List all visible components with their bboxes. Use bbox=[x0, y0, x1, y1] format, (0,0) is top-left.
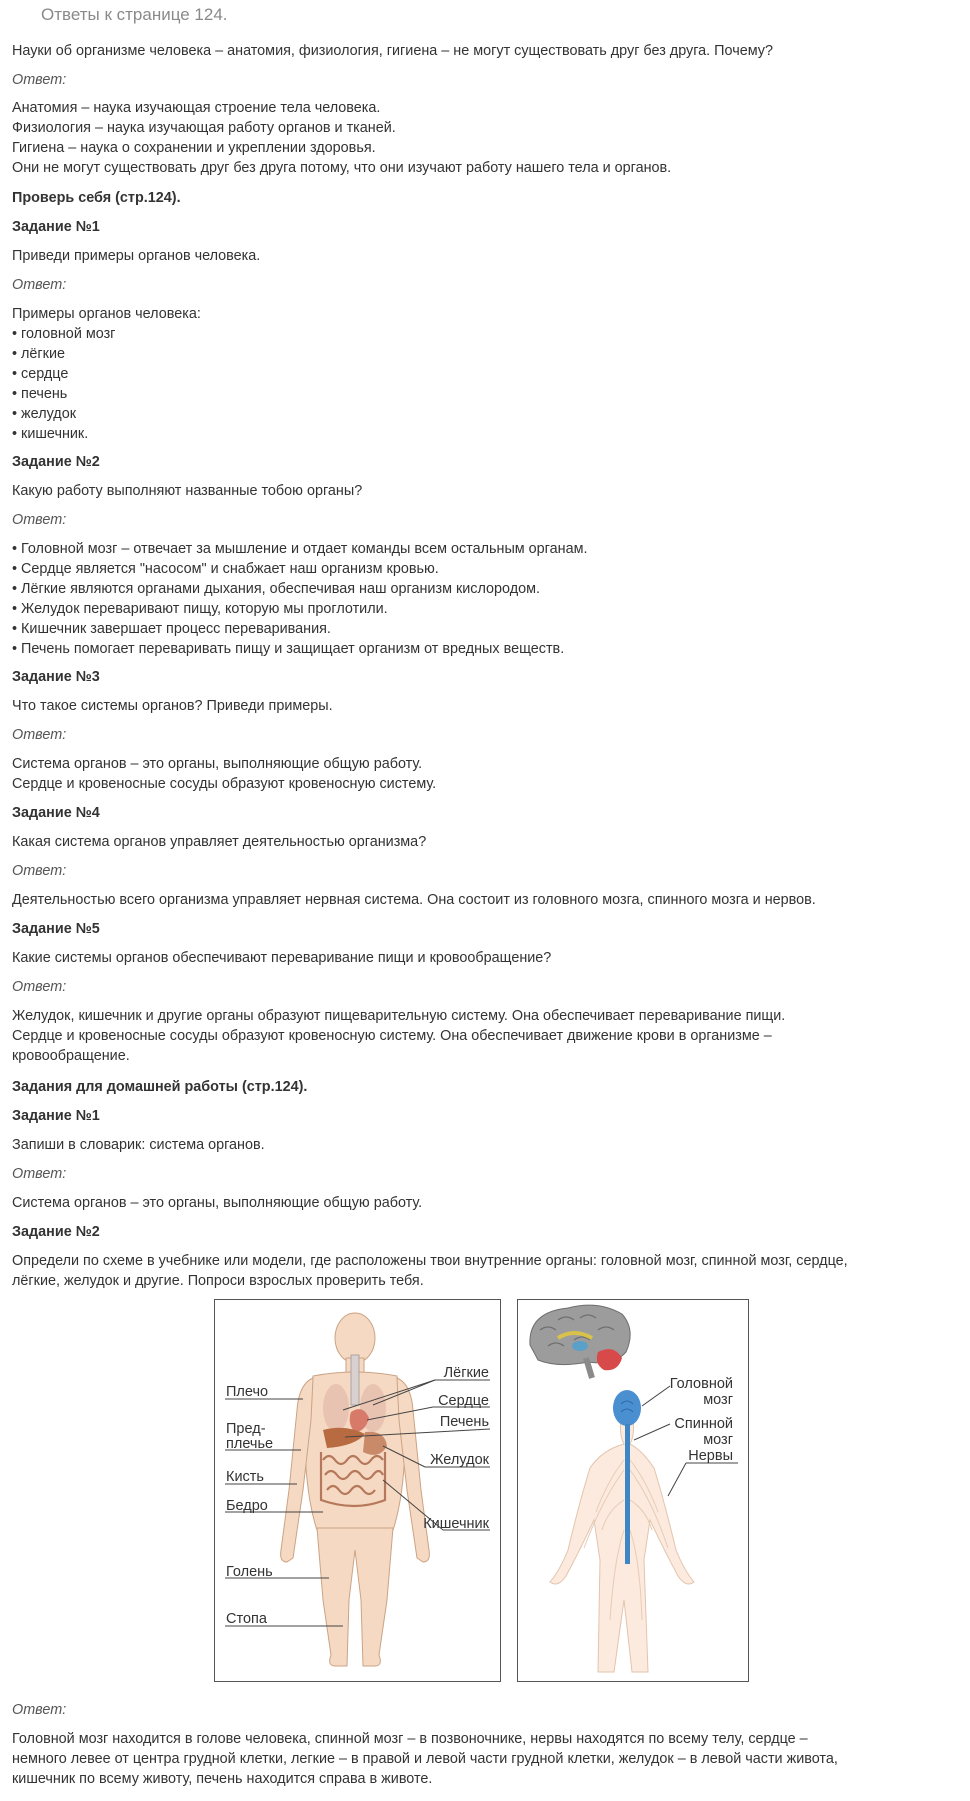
answer-line: Система органов – это органы, выполняющие общую работу. bbox=[12, 756, 423, 772]
answer-line: • лёгкие bbox=[12, 346, 66, 362]
answer-line: кровообращение. bbox=[12, 1048, 130, 1064]
task-heading: Задание №2 bbox=[12, 1224, 100, 1240]
answer-line: Деятельностью всего организма управляет нервная система. Она состоит из головного мозга, спинного мозга и нервов. bbox=[12, 892, 816, 908]
label-forearm-1: Пред- bbox=[226, 1421, 266, 1437]
answer-line: • головной мозг bbox=[12, 326, 116, 342]
task-question: Какие системы органов обеспечивают переваривание пищи и кровообращение? bbox=[12, 950, 552, 966]
label-heart: Сердце bbox=[438, 1393, 489, 1409]
task-answer-label: Ответ: bbox=[12, 727, 67, 743]
answer-line: • желудок bbox=[12, 406, 76, 422]
intro-answer-line: Они не могут существовать друг без друга потому, что они изучают работу нашего тела и органов. bbox=[12, 160, 672, 176]
answer-line: • печень bbox=[12, 386, 68, 402]
answer-line: • кишечник. bbox=[12, 426, 89, 442]
label-spinal-2: мозг bbox=[703, 1432, 733, 1448]
task-answer-label: Ответ: bbox=[12, 863, 67, 879]
answer-line: • Головной мозг – отвечает за мышление и отдает команды всем остальным органам. bbox=[12, 541, 588, 557]
nervous-system-figure bbox=[517, 1299, 749, 1682]
body-organs-figure bbox=[214, 1299, 501, 1682]
answer-line: немного левее от центра грудной клетки, легкие – в правой и левой части грудной клетки, желудок – в левой части живота, bbox=[12, 1751, 838, 1767]
answer-line: • Кишечник завершает процесс переваривания. bbox=[12, 621, 331, 637]
task-heading: Задание №2 bbox=[12, 454, 100, 470]
task-question: Приведи примеры органов человека. bbox=[12, 248, 261, 264]
label-shoulder: Плечо bbox=[226, 1384, 269, 1400]
answer-line: • сердце bbox=[12, 366, 69, 382]
task-heading: Задание №5 bbox=[12, 921, 100, 937]
label-stomach: Желудок bbox=[430, 1452, 489, 1468]
answer-line: Желудок, кишечник и другие органы образуют пищеварительную систему. Она обеспечивает переваривание пищи. bbox=[12, 1008, 786, 1024]
task-answer bbox=[12, 539, 587, 659]
task-answer-label: Ответ: bbox=[12, 1166, 67, 1182]
nervous-system-diagram bbox=[518, 1300, 748, 1681]
task-answer-label: Ответ: bbox=[12, 979, 67, 995]
task-answer bbox=[12, 1006, 785, 1066]
answer-line: Головной мозг находится в голове человека, спинной мозг – в позвоночнике, нервы находятся по всему телу, сердце – bbox=[12, 1731, 808, 1747]
label-brain-1: Головной bbox=[669, 1376, 733, 1392]
task-heading: Задание №1 bbox=[12, 219, 100, 235]
intro-answer bbox=[12, 98, 671, 178]
answer-line: Сердце и кровеносные сосуды образуют кровеносную систему. Она обеспечивает движение крови в организме – bbox=[12, 1028, 772, 1044]
task-heading: Задание №1 bbox=[12, 1108, 100, 1124]
task-question bbox=[12, 1251, 848, 1291]
body-outline bbox=[550, 1412, 694, 1672]
task-question: Запиши в словарик: система органов. bbox=[12, 1137, 265, 1153]
answer-line: • Лёгкие являются органами дыхания, обеспечивая наш организм кислородом. bbox=[12, 581, 541, 597]
intro-answer-label: Ответ: bbox=[12, 72, 67, 88]
label-spinal-1: Спинной bbox=[674, 1416, 733, 1432]
homework-heading: Задания для домашней работы (стр.124). bbox=[12, 1079, 308, 1095]
label-nerves: Нервы bbox=[688, 1448, 733, 1464]
answer-line: кишечник по всему животу, печень находится справа в животе. bbox=[12, 1771, 433, 1787]
spinal-cord-shape bbox=[625, 1424, 630, 1564]
intro-answer-line: Гигиена – наука о сохранении и укреплении здоровья. bbox=[12, 140, 376, 156]
label-forearm-2: плечье bbox=[226, 1436, 274, 1452]
right-lung-shape bbox=[323, 1384, 349, 1432]
check-heading: Проверь себя (стр.124). bbox=[12, 190, 181, 206]
task-question: Что такое системы органов? Приведи примеры. bbox=[12, 698, 333, 714]
task-answer bbox=[12, 304, 201, 444]
label-shin: Голень bbox=[226, 1564, 273, 1580]
brain-illustration bbox=[530, 1305, 630, 1378]
task-answer bbox=[12, 754, 436, 794]
task-answer-label: Ответ: bbox=[12, 1702, 67, 1718]
answer-line: • Желудок переваривают пищу, которую мы проглотили. bbox=[12, 601, 388, 617]
task-question: Какую работу выполняют названные тобою органы? bbox=[12, 483, 363, 499]
task-answer bbox=[12, 890, 816, 910]
question-line: Определи по схеме в учебнике или модели, где расположены твои внутренние органы: головной мозг, спинной мозг, сердце, bbox=[12, 1253, 848, 1269]
task-answer bbox=[12, 1729, 838, 1789]
answer-line: • Печень помогает переваривать пищу и защищает организм от вредных веществ. bbox=[12, 641, 565, 657]
task-answer-label: Ответ: bbox=[12, 277, 67, 293]
label-hand: Кисть bbox=[226, 1469, 264, 1485]
page-title: Ответы к странице 124. bbox=[41, 5, 228, 24]
brain-in-head-shape bbox=[613, 1390, 641, 1426]
task-answer-label: Ответ: bbox=[12, 512, 67, 528]
label-liver: Печень bbox=[439, 1414, 489, 1430]
intro-answer-line: Физиология – наука изучающая работу органов и тканей. bbox=[12, 120, 396, 136]
answer-line: Примеры органов человека: bbox=[12, 306, 201, 322]
answer-line: Сердце и кровеносные сосуды образуют кровеносную систему. bbox=[12, 776, 437, 792]
label-lungs: Лёгкие bbox=[443, 1365, 489, 1381]
intro-question: Науки об организме человека – анатомия, физиология, гигиена – не могут существовать друг без друга. Почему? bbox=[12, 43, 773, 59]
answer-line: • Сердце является "насосом" и снабжает наш организм кровью. bbox=[12, 561, 439, 577]
body-organs-diagram bbox=[215, 1300, 500, 1681]
task-heading: Задание №3 bbox=[12, 669, 100, 685]
label-intestine: Кишечник bbox=[423, 1516, 489, 1532]
legs-shape bbox=[317, 1528, 393, 1666]
task-question: Какая система органов управляет деятельностью организма? bbox=[12, 834, 427, 850]
task-heading: Задание №4 bbox=[12, 805, 100, 821]
label-brain-2: мозг bbox=[703, 1392, 733, 1408]
label-foot: Стопа bbox=[226, 1611, 267, 1627]
trachea-shape bbox=[351, 1355, 359, 1405]
question-line: лёгкие, желудок и другие. Попроси взрослых проверить тебя. bbox=[12, 1273, 424, 1289]
intro-answer-line: Анатомия – наука изучающая строение тела человека. bbox=[12, 100, 381, 116]
label-thigh: Бедро bbox=[226, 1498, 268, 1514]
task-answer: Система органов – это органы, выполняющие общую работу. bbox=[12, 1195, 423, 1211]
